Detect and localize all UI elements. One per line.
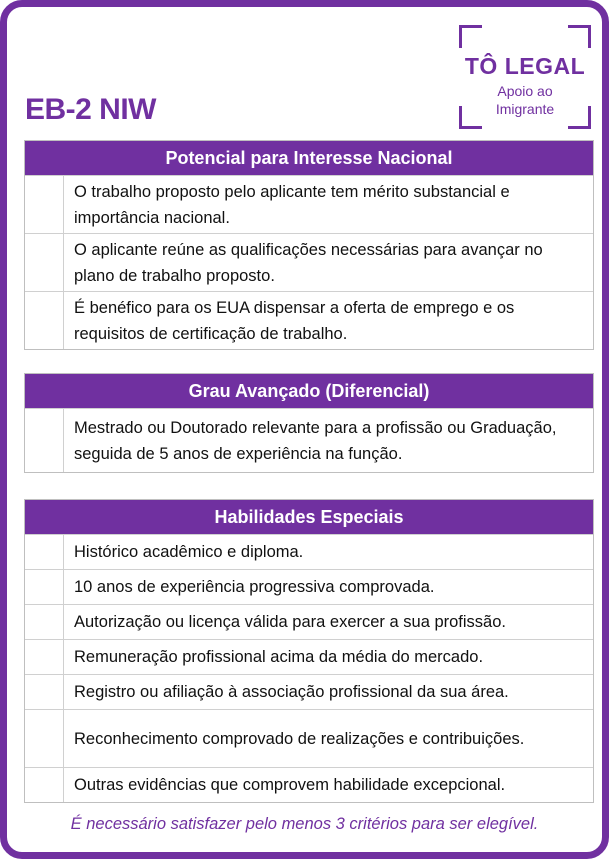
criterion-text: Remuneração profissional acima da média do mercado. bbox=[74, 648, 484, 666]
checklist-row bbox=[25, 291, 593, 349]
eligibility-note: É necessário satisfazer pelo menos 3 critérios para ser elegível. bbox=[70, 815, 539, 833]
checklist-row bbox=[25, 674, 593, 709]
logo-subtitle: Imigrante bbox=[495, 101, 555, 117]
checkbox-cell[interactable] bbox=[25, 570, 64, 604]
checklist-row bbox=[25, 408, 593, 472]
checklist-row bbox=[25, 604, 593, 639]
logo-subtitle: Apoio ao bbox=[497, 83, 553, 99]
checklist-row bbox=[25, 534, 593, 569]
checkbox-cell[interactable] bbox=[25, 292, 64, 349]
criterion-text: O trabalho proposto pelo aplicante tem mérito substancial e importância nacional. bbox=[74, 182, 510, 227]
logo-corner bbox=[459, 25, 482, 48]
checkbox-cell[interactable] bbox=[25, 409, 64, 472]
page-title: EB-2 NIW bbox=[25, 93, 156, 126]
section-heading: Grau Avançado (Diferencial) bbox=[25, 374, 593, 408]
checkbox-cell[interactable] bbox=[25, 675, 64, 709]
criterion-text: Reconhecimento comprovado de realizações e contribuições. bbox=[74, 729, 525, 748]
checklist-row bbox=[25, 569, 593, 604]
checklist-row bbox=[25, 175, 593, 233]
checkbox-cell[interactable] bbox=[25, 234, 64, 291]
criterion-text: Outras evidências que comprovem habilidade excepcional. bbox=[74, 776, 506, 794]
criterion-text: É benéfico para os EUA dispensar a oferta de emprego e os requisitos de certificação de trabalho. bbox=[74, 298, 515, 343]
criterion-text: Autorização ou licença válida para exercer a sua profissão. bbox=[74, 613, 506, 631]
criterion-text: Registro ou afiliação à associação profissional da sua área. bbox=[74, 683, 509, 701]
checkbox-cell[interactable] bbox=[25, 176, 64, 233]
checklist-row bbox=[25, 233, 593, 291]
criterion-text: O aplicante reúne as qualificações necessárias para avançar no plano de trabalho proposto. bbox=[74, 240, 543, 285]
section-heading: Habilidades Especiais bbox=[25, 500, 593, 534]
section-interesse-nacional bbox=[24, 140, 594, 350]
checkbox-cell[interactable] bbox=[25, 535, 64, 569]
checkbox-cell[interactable] bbox=[25, 640, 64, 674]
criterion-text: Mestrado ou Doutorado relevante para a profissão ou Graduação, seguida de 5 anos de experiência na função. bbox=[74, 418, 557, 463]
logo-title: TÔ LEGAL bbox=[464, 53, 586, 79]
logo-corner bbox=[568, 25, 591, 48]
checkbox-cell[interactable] bbox=[25, 710, 64, 767]
checklist-row bbox=[25, 639, 593, 674]
checkbox-cell[interactable] bbox=[25, 768, 64, 802]
to-legal-logo bbox=[459, 25, 591, 129]
checkbox-cell[interactable] bbox=[25, 605, 64, 639]
checklist-row bbox=[25, 709, 593, 767]
section-habilidades-especiais bbox=[24, 499, 594, 803]
criterion-text: 10 anos de experiência progressiva comprovada. bbox=[74, 578, 435, 596]
section-heading: Potencial para Interesse Nacional bbox=[25, 141, 593, 175]
criterion-text: Histórico acadêmico e diploma. bbox=[74, 543, 304, 561]
checklist-row bbox=[25, 767, 593, 802]
section-grau-avancado bbox=[24, 373, 594, 473]
